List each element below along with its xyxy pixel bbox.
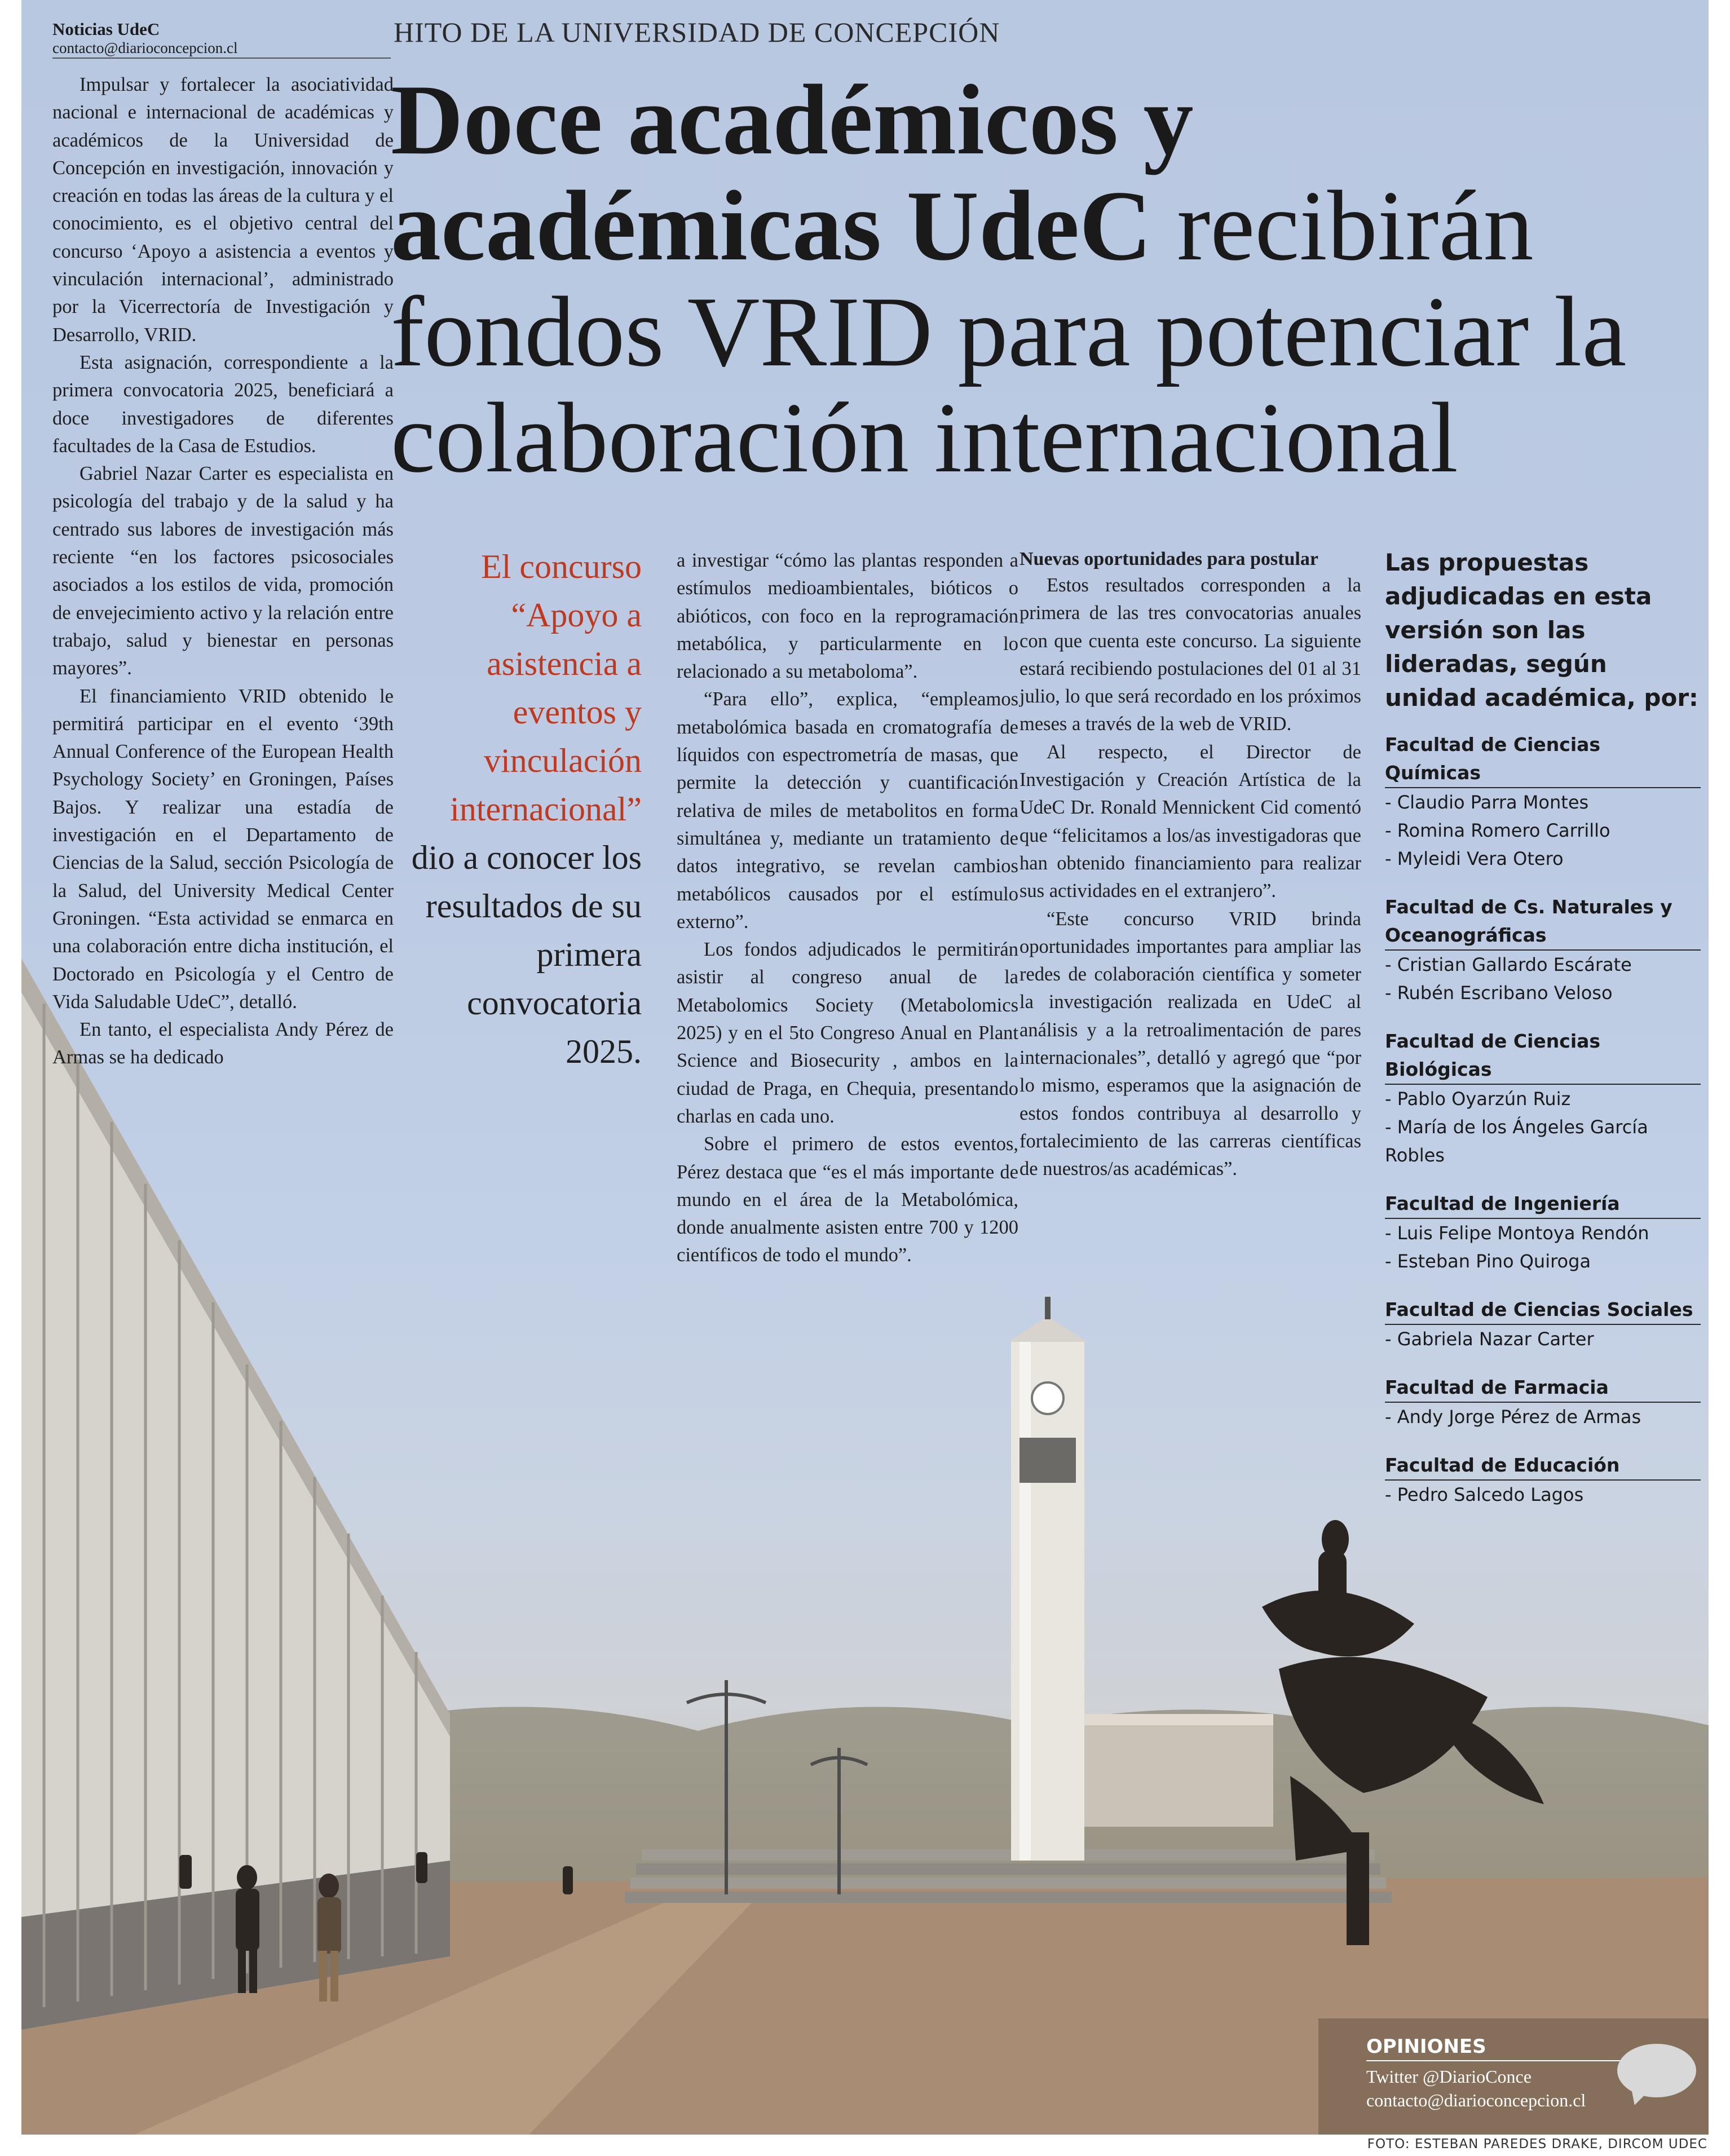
pull-quote-dark: dio a conocer los resultados de su primera convocatoria 2025. [411,839,642,1070]
headline [391,64,1705,493]
opinions-twitter[interactable]: Twitter @DiarioConce [1366,2066,1532,2087]
faculty-name: Facultad de Farmacia [1385,1373,1701,1403]
col1-paragraph: Esta asignación, correspondiente a la primera convocatoria 2025, beneficiará a doce investigadores de diferentes facultades de la Casa de Estudios. [52,351,394,457]
col1-paragraph: En tanto, el especialista Andy Pérez de Armas se ha dedicado [52,1019,394,1068]
faculty-block [1385,731,1701,873]
col2-paragraph: “Para ello”, explica, “empleamos metabolómica basada en cromatografía de líquidos con espectrometría de masas, que permite la detección y cuantificación relativa de miles de metabolitos en forma simultánea y, mediante un tratamiento de datos integrativo, se revelan cambios metabólicos causados por el estímulo externo”. [677,688,1018,933]
col2-paragraph: Los fondos adjudicados le permitirán asistir al congreso anual de la Metabolomics Society (Metabolomics 2025) y en el 5to Congreso Anual en Plant Science and Biosecurity , ambos en la ciudad de Praga, en Chequia, presentando charlas en cada uno. [677,939,1018,1127]
background-building [1082,1714,1273,1827]
faculty-name: Facultad de Ciencias Biológicas [1385,1027,1701,1085]
awardees-sidebar [1385,546,1701,1529]
headline-bold: Doce académicos y académicas UdeC [391,64,1194,281]
col1-paragraph: Impulsar y fortalecer la asociatividad nacional e internacional de académicas y académicos de la Universidad de Concepción en investigación, innovación y creación en todas las áreas de la cultura y el conocimiento, es el objetivo central del concurso ‘Apoyo a asistencia a eventos y vinculación internacional’, administrado por la Vicerrectoría de Investigación y Desarrollo, VRID. [52,74,394,346]
faculty-block [1385,1190,1701,1275]
newspaper-page [21,0,1709,2135]
kicker: HITO DE LA UNIVERSIDAD DE CONCEPCIÓN [394,16,1000,48]
faculty-name: Facultad de Ciencias Sociales [1385,1296,1701,1325]
awardee: - Esteban Pino Quiroga [1385,1251,1591,1272]
awardee: - Cristian Gallardo Escárate [1385,954,1632,975]
awardee: - Gabriela Nazar Carter [1385,1328,1594,1350]
pull-quote [399,542,642,1076]
faculty-name: Facultad de Ingeniería [1385,1190,1701,1219]
faculty-name: Facultad de Educación [1385,1451,1701,1481]
awardee: - Pablo Oyarzún Ruiz [1385,1088,1571,1110]
faculty-block [1385,1451,1701,1509]
section-name: Noticias UdeC [52,19,160,39]
awardee: - Myleidi Vera Otero [1385,848,1564,869]
faculty-block [1385,1296,1701,1353]
awardee: - Romina Romero Carrillo [1385,820,1610,841]
faculty-block [1385,1027,1701,1169]
article-column-1 [52,71,394,1072]
left-building [21,958,450,2030]
col3-paragraph: Al respecto, el Director de Investigación y Creación Artística de la UdeC Dr. Ronald Mennickent Cid comentó que “felicitamos a los/as investigadoras que han obtenido financiamiento para realizar sus actividades en el extranjero”. [1020,741,1361,902]
subhead: Nuevas oportunidades para postular [1020,549,1318,569]
section-email[interactable]: contacto@diarioconcepcion.cl [52,39,238,56]
awardee: - Pedro Salcedo Lagos [1385,1484,1584,1505]
awardee: - Andy Jorge Pérez de Armas [1385,1406,1641,1428]
pull-quote-red: El concurso “Apoyo a asistencia a eventos y vinculación internacional” [450,548,642,828]
opinions-email[interactable]: contacto@diarioconcepcion.cl [1366,2090,1586,2110]
article-column-2 [677,547,1018,1270]
speech-bubble-icon [1617,2044,1696,2097]
section-divider [52,58,391,59]
col1-paragraph: El financiamiento VRID obtenido le permitirá participar en el evento ‘39th Annual Conference of the European Health Psychology Society’ en Groningen, Países Bajos. Y realizar una estadía de investigación en el Departamento de Ciencias de la Salud, sección Psicología de la Salud, del University Medical Center Groningen. “Esta actividad se enmarca en una colaboración entre dicha institución, el Doctorado en Psicología y el Centro de Vida Saludable UdeC”, detalló. [52,685,394,1013]
col2-paragraph: a investigar “cómo las plantas responden a estímulos medioambientales, bióticos o abióticos, con foco en la reprogramación metabólica, y particularmente en lo relacionado a su metaboloma”. [677,550,1018,683]
bell-tower [1008,1297,1087,1861]
awardee: - Claudio Parra Montes [1385,792,1589,813]
opinions-title: OPINIONES [1366,2035,1486,2058]
awardee: - Rubén Escribano Veloso [1385,982,1613,1004]
headline-rest: recibirán fondos VRID para potenciar la colaboración internacional [391,170,1627,493]
col2-paragraph: Sobre el primero de estos eventos, Pérez destaca que “es el más importante de mundo en el área de la Metabolómica, donde anualmente asisten entre 700 y 1200 científicos de todo el mundo”. [677,1133,1018,1266]
faculty-block [1385,893,1701,1007]
faculty-block [1385,1373,1701,1431]
faculty-name: Facultad de Cs. Naturales y Oceanográficas [1385,893,1701,951]
photo-credit: FOTO: ESTEBAN PAREDES DRAKE, DIRCOM UDEC [1367,2137,1707,2151]
col3-paragraph: Estos resultados corresponden a la primera de las tres convocatorias anuales con que cuenta este concurso. La siguiente estará recibiendo postulaciones del 01 al 31 julio, lo que será recordado en los próximos meses a través de la web de VRID. [1020,575,1361,735]
sidebar-title: Las propuestas adjudicadas en esta versión son las lideradas, según unidad académica, por: [1385,549,1698,712]
faculty-name: Facultad de Ciencias Químicas [1385,731,1701,788]
article-column-3 [1020,547,1361,1183]
col1-paragraph: Gabriel Nazar Carter es especialista en psicología del trabajo y de la salud y ha centrado sus labores de investigación más reciente “en los factores psicosociales asociados a los estilos de vida, promoción de envejecimiento activo y la relación entre trabajo, salud y bienestar en personas mayores”. [52,463,394,679]
col3-paragraph: “Este concurso VRID brinda oportunidades importantes para ampliar las redes de colaboración científica y someter la investigación realizada en UdeC al análisis y a la retroalimentación de pares internacionales”, detalló y agregó que “por lo mismo, esperamos que la asignación de estos fondos contribuya al desarrollo y fortalecimiento de las carreras científicas de nuestros/as académicas”. [1020,908,1361,1180]
awardee: - Luis Felipe Montoya Rendón [1385,1222,1649,1244]
awardee: - María de los Ángeles García Robles [1385,1116,1648,1166]
